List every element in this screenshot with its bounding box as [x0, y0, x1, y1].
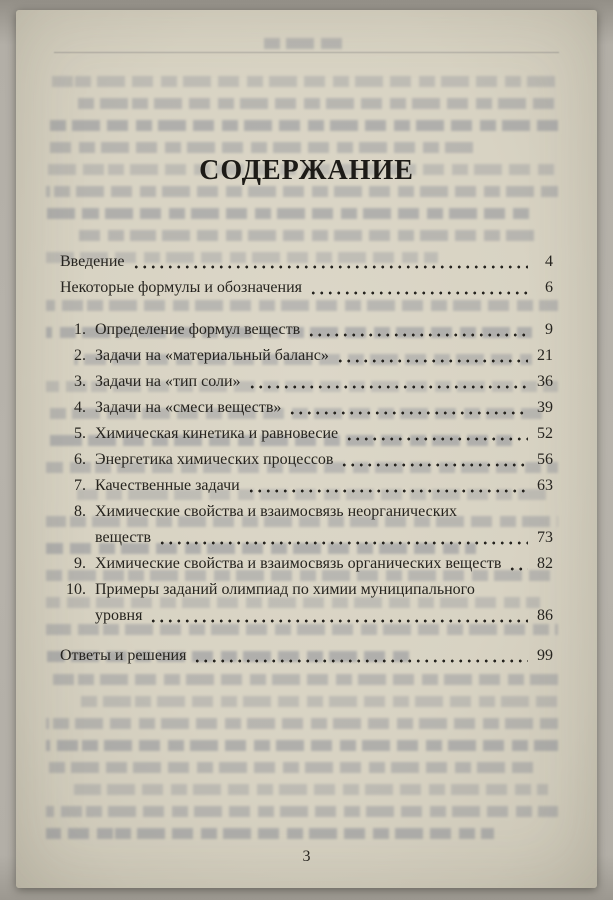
bleed-through-line	[74, 696, 558, 707]
toc-entry-label: веществ	[95, 529, 152, 546]
toc-entry	[60, 643, 553, 669]
toc-entry-page: 73	[537, 529, 553, 546]
toc-entry-label: Примеры заданий олимпиад по химии муниципального	[95, 581, 475, 598]
table-of-contents	[60, 249, 553, 669]
toc-entry-label: Качественные задачи	[95, 477, 240, 494]
toc-entry-page: 21	[537, 347, 553, 364]
toc-entry	[60, 249, 553, 275]
toc-entry	[60, 343, 553, 369]
bleed-through-line	[46, 186, 558, 197]
toc-entry-label: Задачи на «тип соли»	[95, 373, 241, 390]
toc-entry-page: 39	[537, 399, 553, 416]
bleed-through-line	[46, 718, 558, 729]
page-number: 3	[302, 848, 311, 865]
scanned-page	[16, 10, 597, 888]
bleed-through-line	[74, 784, 548, 795]
toc-entry-page: 99	[537, 647, 553, 664]
toc-entry-number: 2.	[74, 347, 86, 364]
toc-entry-page: 56	[537, 451, 553, 468]
toc-entry-page: 6	[545, 279, 553, 296]
toc-entry-page: 86	[537, 607, 553, 624]
toc-entry-label: Химические свойства и взаимосвязь неорганических	[95, 503, 458, 520]
toc-entry-number: 4.	[74, 399, 86, 416]
toc-entry-label: Химическая кинетика и равновесие	[95, 425, 339, 442]
toc-entry-number: 8.	[74, 503, 86, 520]
dot-leader	[247, 489, 528, 493]
dot-leader	[345, 437, 528, 441]
toc-entry-number: 5.	[74, 425, 86, 442]
toc-entry-page: 36	[537, 373, 553, 390]
toc-entry-page: 82	[537, 555, 553, 572]
toc-entry-label: Энергетика химических процессов	[95, 451, 334, 468]
toc-entry-number: 6.	[74, 451, 86, 468]
dot-leader	[340, 463, 528, 467]
toc-entry	[60, 499, 553, 551]
toc-entry	[60, 275, 553, 301]
toc-entry-number: 10.	[66, 581, 86, 598]
toc-entry	[60, 421, 553, 447]
bleed-through-line	[46, 740, 558, 751]
dot-leader	[307, 333, 528, 337]
bleed-through-line	[46, 806, 558, 817]
toc-entry-page: 63	[537, 477, 553, 494]
page-title: СОДЕРЖАНИЕ	[199, 155, 414, 186]
dot-leader	[248, 385, 528, 389]
toc-entry	[60, 473, 553, 499]
toc-entry-label: Химические свойства и взаимосвязь органических веществ	[95, 555, 502, 572]
toc-entry-label: Ответы и решения	[60, 647, 187, 664]
toc-entry-number: 9.	[74, 555, 86, 572]
dot-leader	[309, 291, 528, 295]
dot-leader	[158, 541, 528, 545]
toc-entry	[60, 369, 553, 395]
dot-leader	[132, 265, 529, 269]
dot-leader	[149, 619, 528, 623]
toc-entry-page: 9	[545, 321, 553, 338]
toc-entry-label: Введение	[60, 253, 125, 270]
toc-entry-label: Задачи на «смеси веществ»	[95, 399, 282, 416]
toc-entry	[60, 395, 553, 421]
bleed-through-line	[74, 230, 536, 241]
toc-entry-page: 52	[537, 425, 553, 442]
toc-entry-label: Определение формул веществ	[95, 321, 301, 338]
dot-leader	[193, 659, 528, 663]
bleed-through-line	[46, 208, 534, 219]
bleed-through-line	[46, 674, 558, 685]
toc-entry-number: 7.	[74, 477, 86, 494]
toc-entry	[60, 551, 553, 577]
toc-entry-page: 4	[545, 253, 553, 270]
dot-leader	[336, 359, 528, 363]
toc-entry	[60, 317, 553, 343]
dot-leader	[508, 567, 528, 571]
toc-entry-number: 3.	[74, 373, 86, 390]
toc-entry-label: Задачи на «материальный баланс»	[95, 347, 329, 364]
toc-entry	[60, 447, 553, 473]
toc-entry-number: 1.	[74, 321, 86, 338]
toc-entry-label: уровня	[95, 607, 143, 624]
toc-entry-label: Некоторые формулы и обозначения	[60, 279, 302, 296]
dot-leader	[288, 411, 528, 415]
bleed-through-line	[46, 762, 538, 773]
toc-entry	[60, 577, 553, 629]
bleed-through-line	[46, 828, 494, 839]
